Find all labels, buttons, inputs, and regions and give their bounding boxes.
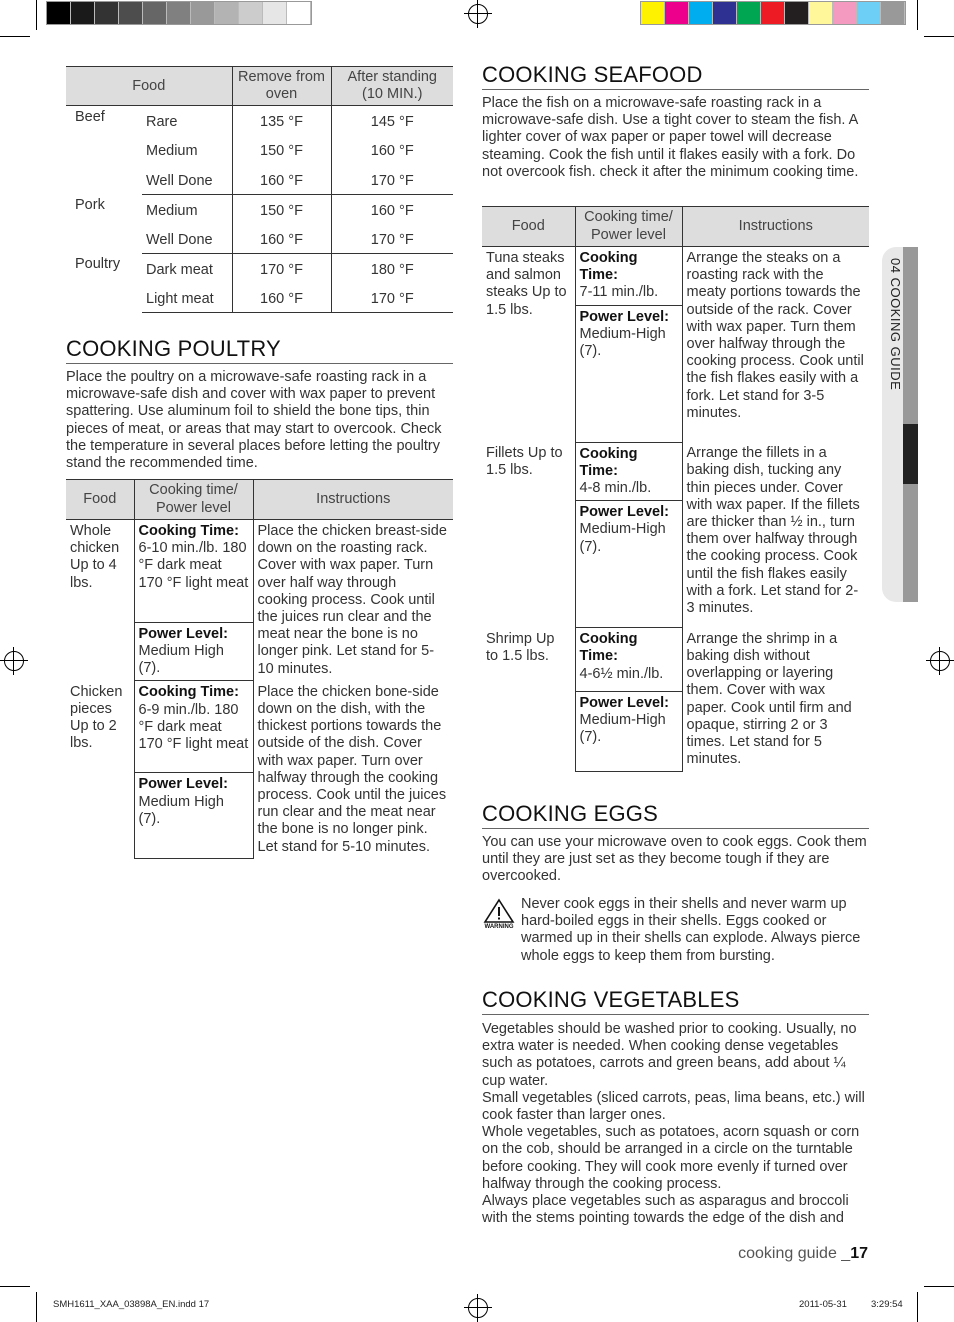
power-level-cell [575,501,682,628]
slug-file: SMH1611_XAA_03898A_EN.indd 17 [53,1299,210,1310]
color-swatch [47,2,71,24]
slug-time: 3:29:54 [871,1299,903,1310]
crop-mark [924,1286,954,1287]
food-cell: Fillets Up to 1.5 lbs. [486,445,563,479]
crop-mark [0,36,30,37]
cooking-time-value: 4-6½ min./lb. [579,665,664,682]
table-row [482,247,869,306]
cooking-time-value: 6-9 min./lb. 180 °F dark meat 170 °F light meat [138,701,249,752]
cooking-time-cell [575,628,682,692]
eggs-intro: You can use your microwave oven to cook eggs. Cook them until they are just set as they become tough if they are overcooked. [482,834,867,885]
seafood-title: COOKING SEAFOOD [482,62,869,90]
table-cell: Rare [146,114,178,131]
vegetables-paragraph: Vegetables should be washed prior to cooking. Usually, no extra water is needed. When cooking dense vegetables such as potatoes, carrots and green beans, add about ¼ cup water. [482,1021,857,1089]
crop-mark [917,0,918,30]
cooking-time-label: Cooking Time: [579,250,638,284]
table-cell: 160 °F [331,135,453,165]
poultry-title: COOKING POULTRY [66,336,453,364]
color-swatch [665,2,689,24]
header-instructions: Instructions [253,480,453,520]
power-level-value: Medium-High (7). [579,325,666,360]
power-level-value: Medium High (7). [138,642,224,677]
section-tab-marker [903,424,918,484]
table-cell: 170 °F [331,224,453,254]
food-cell: Whole chicken Up to 4 lbs. [70,523,120,591]
table-row [66,520,453,623]
color-swatch [95,2,119,24]
table-row [482,442,869,501]
food-cell: Shrimp Up to 1.5 lbs. [486,630,555,664]
power-level-cell [575,305,682,442]
food-cell: Tuna steaks and salmon steaks Up to 1.5 lbs. [486,250,567,318]
cooking-time-cell [575,442,682,501]
cooking-time-label: Cooking Time: [138,684,239,701]
food-cell: Chicken pieces Up to 2 lbs. [70,683,123,752]
color-swatch [119,2,143,24]
cooking-time-cell [134,520,253,623]
power-level-value: Medium-High (7). [579,521,666,555]
color-swatch [761,2,785,24]
warning-icon [482,897,516,931]
food-cell: Beef [75,109,105,126]
cooking-time-value: 7-11 min./lb. [579,284,659,301]
slug-date: 2011-05-31 [799,1299,847,1310]
header-after-standing: After standing (10 MIN.) [331,67,453,106]
footer-section: cooking guide _ [738,1245,851,1262]
table-cell: 170 °F [232,253,331,283]
table-row [66,681,453,773]
table-cell: Medium [146,202,198,219]
power-level-label: Power Level: [138,776,228,793]
registration-mark-icon [468,4,488,24]
power-level-label: Power Level: [579,694,669,711]
power-level-label: Power Level: [579,504,669,521]
seafood-table [482,206,869,772]
section-tab-label: 04 COOKING GUIDE [888,258,903,391]
table-cell: Dark meat [146,261,213,278]
cooking-time-label: Cooking Time: [579,631,638,665]
process-color-bar [640,1,906,25]
vegetables-paragraph: Whole vegetables, such as potatoes, acorn squash or corn on the cob, should be arranged in a circle on the turntable before cooking. They will cook more evenly if turned over halfway through the cooking process. [482,1124,860,1192]
color-swatch [287,2,311,24]
color-swatch [71,2,95,24]
table-cell: 160 °F [232,224,331,254]
table-cell: Well Done [142,165,232,195]
color-swatch [215,2,239,24]
header-food: Food [482,207,575,247]
table-row [66,253,453,283]
cooking-time-cell [575,247,682,306]
power-level-label: Power Level: [579,308,669,325]
color-swatch [167,2,191,24]
color-swatch [713,2,737,24]
instructions-cell: Place the chicken breast-side down on the roasting rack. Cover with wax paper. Turn over half way through cooking process. Cook until the juices run clear and the meat near the bone is no longer pink. Let stand for 5-10 minutes. [253,520,453,681]
crop-mark [924,36,954,37]
warning-label: WARNING [484,924,514,930]
grayscale-color-bar [46,1,312,25]
table-cell: 170 °F [331,283,453,313]
cooking-time-cell [134,681,253,773]
instructions-cell: Arrange the steaks on a roasting rack with the meaty portions towards the outside of the rack. Cover with wax paper. Turn them over halfway through the cooking process. Cook until the fish flakes easily with a fork. Let stand for 3-5 minutes. [682,247,869,443]
color-swatch [143,2,167,24]
table-cell: 170 °F [331,165,453,195]
vegetables-paragraph: Small vegetables (sliced carrots, peas, lima beans, etc.) will cook faster than larger ones. [482,1089,865,1124]
poultry-table [66,479,453,859]
power-level-cell [134,622,253,681]
vegetables-paragraph: Always place vegetables such as asparagus and broccoli with the stems pointing towards the edge of the dish and [482,1193,849,1227]
registration-mark-icon [4,651,24,671]
power-level-value: Medium High (7). [138,793,224,827]
header-food: Food [66,480,134,520]
cooking-time-label: Cooking Time: [138,523,239,539]
table-cell: 145 °F [331,106,453,136]
page-number: 17 [850,1245,868,1262]
food-cell: Pork [75,197,105,214]
color-swatch [809,2,833,24]
header-cooking-time: Cooking time/ Power level [575,207,682,247]
color-swatch [881,2,905,24]
color-swatch [263,2,287,24]
color-swatch [737,2,761,24]
cooking-time-value: 6-10 min./lb. 180 °F dark meat 170 °F light meat [138,540,249,591]
table-cell: 180 °F [331,253,453,283]
cooking-time-value: 4-8 min./lb. [579,480,652,497]
table-cell: 160 °F [232,165,331,195]
table-cell: 160 °F [331,194,453,224]
table-row [66,194,453,224]
header-remove: Remove from oven [232,67,331,106]
table-cell: 150 °F [232,135,331,165]
instructions-cell: Arrange the shrimp in a baking dish without overlapping or layering them. Cover with wax paper. Cook until firm and opaque, stirring 2 or 3 times. Let stand for 5 minutes. [682,628,869,772]
crop-mark [36,1292,37,1322]
table-row [482,628,869,692]
registration-mark-icon [468,1298,488,1318]
instructions-cell: Arrange the fillets in a baking dish, tucking any thin pieces under. Cover with wax paper. If the fillets are thicker than ½ in., turn them over halfway through the cooking process. Cook until the fish flakes easily with a fork. Let stand for 2-3 minutes. [682,442,869,628]
color-swatch [191,2,215,24]
registration-mark-icon [930,651,950,671]
table-cell: 135 °F [232,106,331,136]
power-level-cell [575,691,682,771]
crop-mark [0,1286,30,1287]
color-swatch [833,2,857,24]
eggs-warning: Never cook eggs in their shells and never warm up hard-boiled eggs in their shells. Eggs cooked or warmed up in their shells can explode. Always pierce whole eggs to keep them from bursting. [521,896,861,964]
table-cell: Light meat [142,283,232,313]
cooking-time-label: Cooking Time: [579,445,638,479]
power-level-label: Power Level: [138,625,228,642]
crop-mark [917,1292,918,1322]
eggs-title: COOKING EGGS [482,801,869,829]
power-level-value: Medium-High (7). [579,712,666,746]
crop-mark [36,0,37,30]
food-cell: Poultry [75,256,121,273]
vegetables-title: COOKING VEGETABLES [482,987,869,1015]
poultry-intro: Place the poultry on a microwave-safe roasting rack in a microwave-safe dish and cover with wax paper to prevent spattering. Use aluminum foil to shield the bone tips, thin pieces of meat, or areas that may start to overcook. Check the temperature in several places before letting the poultry stand the recommended time. [66,369,442,472]
table-cell: 160 °F [232,283,331,313]
color-swatch [785,2,809,24]
table-cell: Well Done [142,224,232,254]
color-swatch [239,2,263,24]
page-footer [738,1245,868,1263]
header-instructions: Instructions [682,207,869,247]
color-swatch [857,2,881,24]
table-cell: 150 °F [232,194,331,224]
temperature-table [66,66,453,313]
power-level-cell [134,773,253,859]
seafood-intro: Place the fish on a microwave-safe roasting rack in a microwave-safe dish. Use a tight cover to steam the fish. A lighter cover of wax paper or paper towel will decrease steaming. Cook the fish until it flakes easily with a fork. Do not overcook fish. check it after the minimum cooking time. [482,95,859,180]
header-cooking-time: Cooking time/ Power level [134,480,253,520]
table-cell: Medium [146,143,198,160]
header-food: Food [66,67,232,106]
color-swatch [641,2,665,24]
table-row [66,106,453,136]
instructions-cell: Place the chicken bone-side down on the dish, with the thickest portions towards the outside of the dish. Cover with wax paper. Turn over halfway through the cooking process. Cook until the juices run clear and the meat near the bone is no longer pink. Let stand for 5-10 minutes. [253,681,453,859]
color-swatch [689,2,713,24]
